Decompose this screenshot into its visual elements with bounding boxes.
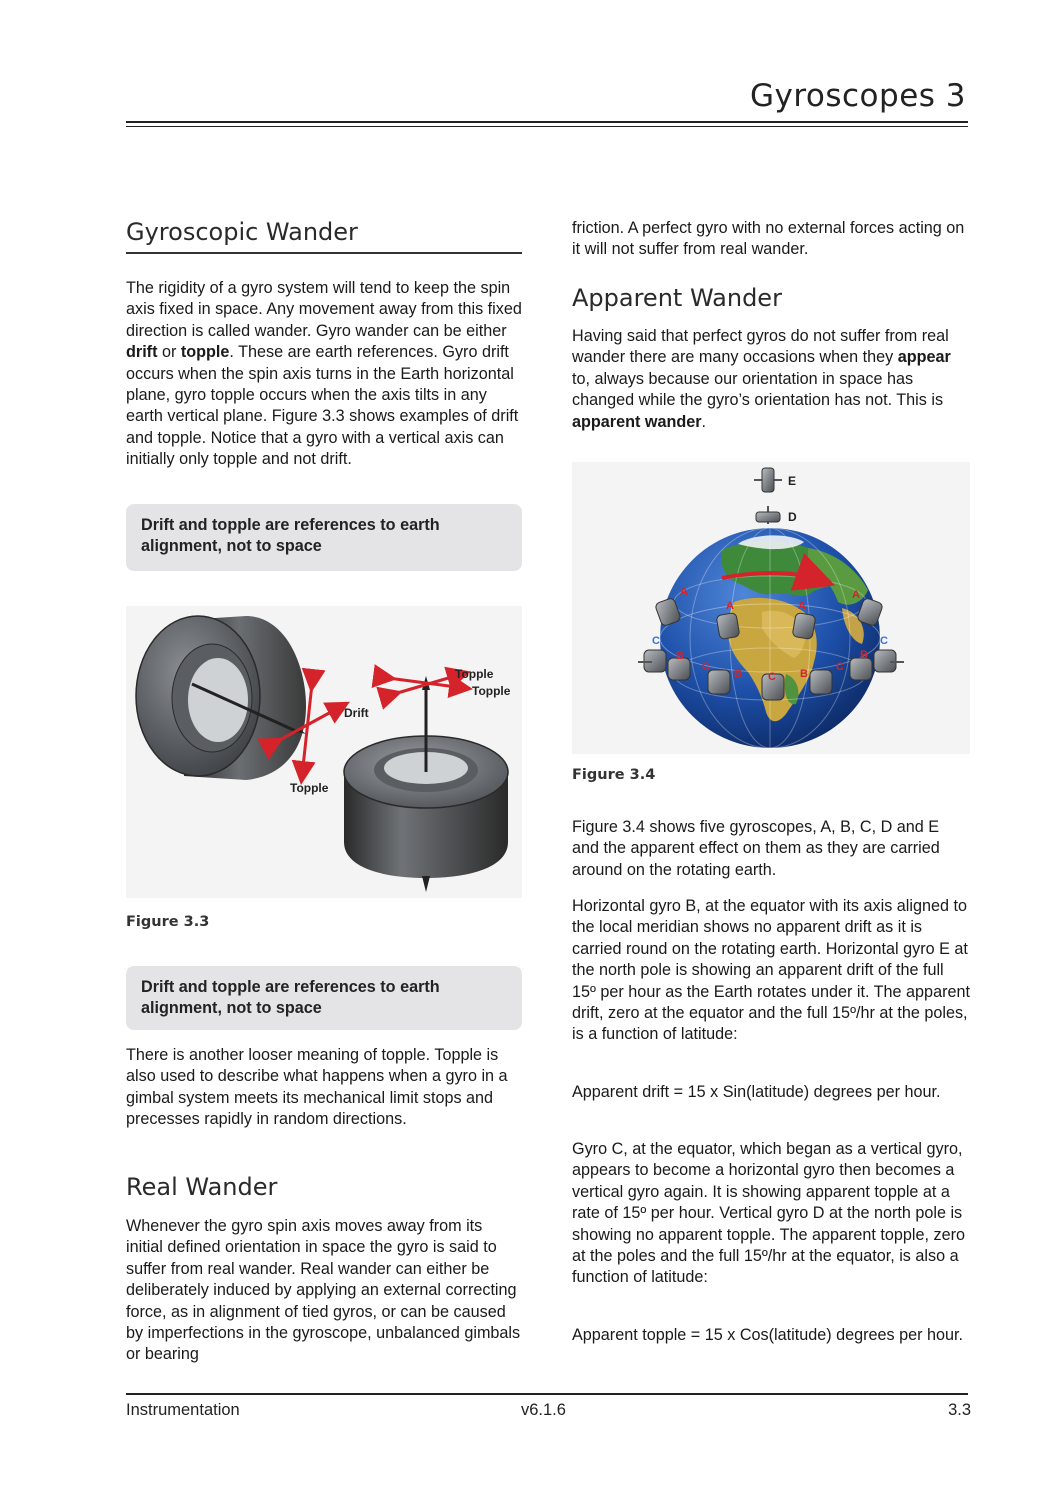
formula-apparent-topple: Apparent topple = 15 x Cos(latitude) degrees per hour. (572, 1326, 963, 1344)
paragraph-friction-continued: friction. A perfect gyro with no external forces acting on it will not suffer from real wander. (572, 219, 965, 259)
label-gyro-b: B (800, 668, 808, 680)
footer-version: v6.1.6 (521, 1401, 566, 1419)
text-run: Having said that perfect gyros do not suffer from real wander there are many occasions when they (572, 327, 949, 367)
formula-apparent-drift: Apparent drift = 15 x Sin(latitude) degrees per hour. (572, 1083, 941, 1101)
label-gyro-b: B (676, 650, 684, 662)
label-gyro-c-red: C (768, 671, 776, 683)
label-gyro-b: B (734, 668, 742, 680)
header-rule (126, 121, 968, 123)
heading-rule (126, 252, 522, 254)
paragraph-vertical-gyros: Gyro C, at the equator, which began as a vertical gyro, appears to become a horizontal gyro then becomes a vertical gyro again. It is showing apparent topple at a rate of 15º per hour. Vertical gyro D at the north pole is showing no apparent topple. The apparent topple, zero at the poles and the full 15º/hr at the equator, is also a function of latitude: (572, 1140, 965, 1287)
figure-caption: Figure 3.4 (572, 767, 656, 783)
figure-caption: Figure 3.3 (126, 914, 210, 930)
footer-page-number: 3.3 (948, 1401, 971, 1419)
term-apparent-wander: apparent wander (572, 412, 702, 431)
footer-book-title: Instrumentation (126, 1401, 240, 1419)
label-drift: Drift (344, 706, 369, 720)
label-gyro-a: A (798, 600, 806, 612)
term-appear: appear (897, 348, 951, 367)
callout-box: Drift and topple are references to earth alignment, not to space (126, 966, 522, 1030)
label-gyro-a: A (852, 589, 860, 601)
paragraph-looser-topple: There is another looser meaning of topple. Topple is also used to describe what happens when a gyro in a gimbal system meets its mechanical limit stops and precesses rapidly in random directions. (126, 1046, 508, 1129)
text-run: or (157, 343, 181, 362)
label-gyro-a: A (726, 600, 734, 612)
term-topple: topple (180, 343, 230, 362)
paragraph-horizontal-gyros: Horizontal gyro B, at the equator with its axis aligned to the local meridian shows no apparent drift as it is carried round on the rotating earth. Horizontal gyro E at the north pole is showing an apparent drift of the full 15º per hour as the Earth rotates under it. The apparent drift, zero at the equator and the full 15º/hr at the poles, is a function of latitude: (572, 897, 970, 1044)
label-gyro-b: B (860, 649, 868, 661)
text-run: The rigidity of a gyro system will tend to keep the spin axis fixed in space. Any movement away from this fixed direction is called wander. Gyro wander can be either (126, 279, 522, 340)
label-gyro-c: C (880, 635, 888, 647)
figure-3-4-earth-gyros (572, 462, 970, 754)
section-heading-real-wander: Real Wander (126, 1173, 278, 1201)
label-gyro-e: E (788, 474, 797, 488)
label-gyro-c: C (652, 635, 660, 647)
label-gyro-c-red: C (836, 661, 844, 673)
paragraph-apparent-wander (572, 326, 970, 433)
section-heading-apparent-wander: Apparent Wander (572, 284, 782, 312)
callout-box: Drift and topple are references to earth alignment, not to space (126, 504, 522, 571)
footer-rule (126, 1393, 968, 1395)
section-heading: Gyroscopic Wander (126, 218, 358, 246)
paragraph-five-gyros: Figure 3.4 shows five gyroscopes, A, B, C, D and E and the apparent effect on them as they are carried around on the rotating earth. (572, 818, 940, 879)
label-gyro-c-red: C (702, 661, 710, 673)
label-topple: Topple (472, 684, 511, 698)
term-drift: drift (126, 343, 158, 362)
earth-globe (660, 528, 880, 748)
paragraph-real-wander: Whenever the gyro spin axis moves away from its initial defined orientation in space the gyro is said to suffer from real wander. Real wander can either be deliberately induced by applying an external correcting force, as in alignment of tied gyros, or can be caused by imperfections in the gyroscope, unbalanced gimbals or bearing (126, 1217, 521, 1364)
label-gyro-a: A (680, 586, 688, 598)
text-run: . (701, 412, 707, 431)
text-run: to, always because our orientation in space has changed while the gyro’s orientation has not. This is (572, 369, 944, 410)
label-topple: Topple (290, 781, 329, 795)
horizontal-axis-gyro (136, 616, 306, 780)
paragraph-wander-intro (126, 278, 522, 471)
header-rule-thin (126, 126, 968, 127)
text-run: . These are earth references. Gyro drift occurs when the spin axis turns in the Earth horizontal plane, gyro topple occurs when the axis tilts in any earth vertical plane. Figure 3.3 shows examples of drift and topple. Notice that a gyro with a vertical axis can initially only topple and not drift. (126, 343, 519, 469)
figure-3-3-drift-topple (126, 606, 522, 898)
section-gyroscopic-wander (126, 218, 522, 254)
label-topple: Topple (455, 667, 494, 681)
label-gyro-d: D (788, 510, 797, 524)
page-header-title: Gyroscopes 3 (749, 78, 966, 114)
